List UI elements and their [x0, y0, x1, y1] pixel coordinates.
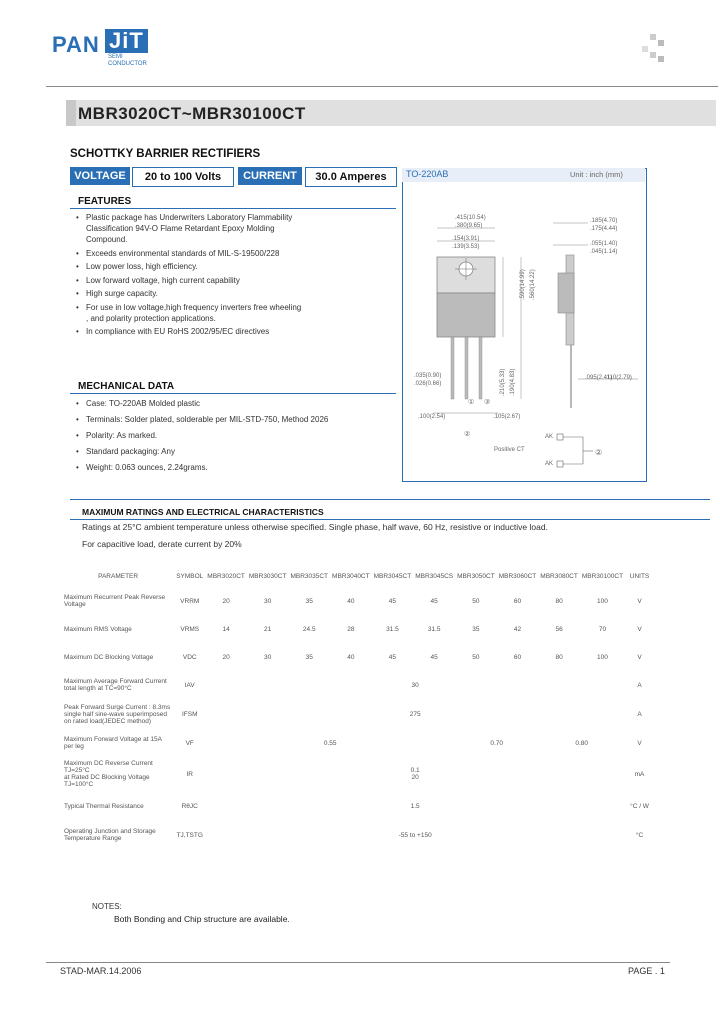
- table-cell: 30: [411, 681, 419, 689]
- table-header-cell: MBR3045CT: [373, 572, 412, 580]
- table-cell: 70: [598, 625, 607, 633]
- table-header-cell: MBR3035CT: [290, 572, 329, 580]
- table-cell: 21: [264, 625, 272, 633]
- table-row: [62, 757, 654, 791]
- table-cell: IAV: [184, 681, 195, 689]
- ratings-rule-top: [70, 499, 710, 500]
- table-cell: mA: [634, 770, 645, 778]
- dim-label: .026(0.66): [414, 381, 442, 387]
- corner-dots-icon: [636, 34, 666, 64]
- table-cell: 40: [347, 597, 355, 605]
- table-cell: 20: [222, 597, 230, 605]
- dim-label: .154(3.91): [452, 236, 480, 242]
- pin-2-label: ②: [464, 431, 471, 438]
- table-cell: IR: [186, 770, 193, 778]
- table-cell: VF: [185, 739, 194, 747]
- table-cell: 80: [555, 597, 563, 605]
- table-cell: 45: [430, 653, 438, 661]
- table-row: [62, 791, 654, 821]
- table-cell: 0.80: [575, 739, 588, 747]
- ir-value-1: 0.1: [410, 767, 420, 774]
- features-rule: [70, 208, 396, 209]
- logo-pan: PAN: [52, 32, 100, 57]
- footer-rule: [46, 962, 670, 963]
- logo-jit: JiT: [105, 29, 148, 53]
- table-cell: Maximum DC Blocking Voltage: [64, 653, 154, 661]
- list-item: • Terminals: Solder plated, solderable per MIL-STD-750, Method 2026: [76, 414, 376, 425]
- table-cell: V: [637, 653, 642, 661]
- list-item: • Low power loss, high efficiency.: [76, 261, 304, 272]
- table-cell: 0.70: [490, 739, 504, 747]
- voltage-label: VOLTAGE: [70, 167, 130, 185]
- list-item: • Polarity: As marked.: [76, 430, 376, 441]
- table-header-cell: MBR3060CT: [498, 572, 537, 580]
- dim-label: .045(1.14): [590, 249, 618, 255]
- table-cell: 100: [597, 597, 608, 605]
- pin-ak2-label: AK: [545, 461, 554, 467]
- ratings-note-1: Ratings at 25°C ambient temperature unless otherwise specified. Single phase, half wave, 60 Hz, resistive or inductive load.: [82, 522, 548, 532]
- footer-page: PAGE . 1: [628, 966, 665, 976]
- table-cell: Maximum Recurrent Peak Reverse Voltage: [64, 594, 166, 608]
- table-cell: 0.55: [323, 739, 337, 747]
- table-cell: 45: [388, 653, 397, 661]
- table-cell: 31.5: [427, 625, 441, 633]
- table-header-cell: MBR3050CT: [457, 572, 495, 580]
- side-view-body: [558, 273, 574, 313]
- mechanical-list: [76, 398, 376, 478]
- dim-label: .590(14.99): [520, 269, 526, 300]
- table-cell: °C: [635, 831, 644, 839]
- list-item: • In compliance with EU RoHS 2002/95/EC directives: [76, 326, 304, 337]
- dim-label: .175(4.44): [590, 226, 618, 232]
- dim-label: .560(14.22): [530, 269, 536, 300]
- ratings-title: MAXIMUM RATINGS AND ELECTRICAL CHARACTERISTICS: [82, 507, 324, 517]
- table-cell: VRRM: [180, 597, 200, 605]
- ratings-rule-bottom: [70, 519, 710, 520]
- table-cell: IFSM: [181, 710, 198, 718]
- table-cell: V: [637, 597, 642, 605]
- page-title: MBR3020CT~MBR30100CT: [78, 104, 306, 123]
- table-cell: Typical Thermal Resistance: [64, 802, 144, 810]
- table-cell: Maximum Forward Voltage at 15A per leg: [64, 736, 162, 750]
- table-cell: TJ,TSTG: [176, 831, 203, 839]
- table-cell: A: [637, 710, 642, 718]
- voltage-value: 20 to 100 Volts: [132, 167, 234, 187]
- dim-label: .100(2.54): [418, 414, 446, 420]
- header-rule: [46, 86, 718, 87]
- ir-param-line-2: at Rated DC Blocking Voltage TJ=100°C: [64, 774, 150, 788]
- table-cell: Maximum Average Forward Current total length at TC=90°C: [64, 678, 167, 692]
- table-cell: 24.5: [302, 625, 316, 633]
- dim-label: .035(0.90): [414, 373, 442, 379]
- table-cell: 50: [472, 597, 480, 605]
- dim-label: .105(2.67): [493, 414, 521, 420]
- package-body: [437, 293, 495, 337]
- table-header-cell: MBR30100CT: [581, 572, 624, 580]
- table-header-row: [62, 565, 654, 587]
- positive-ct-label: Positive CT: [494, 447, 525, 453]
- list-item: • Low forward voltage, high current capability: [76, 275, 304, 286]
- table-cell: 100: [597, 653, 608, 661]
- table-cell: 31.5: [386, 625, 399, 633]
- table-cell: 50: [472, 653, 480, 661]
- mechanical-heading: MECHANICAL DATA: [78, 381, 175, 392]
- title-accent: [66, 100, 76, 126]
- features-heading: FEATURES: [78, 196, 132, 207]
- table-row: [62, 821, 654, 849]
- table-cell: V: [637, 739, 642, 747]
- table-cell: [205, 757, 625, 791]
- table-header-cell: UNITS: [629, 572, 650, 580]
- table-cell: Operating Junction and Storage Temperature Range: [64, 828, 156, 842]
- table-row: [62, 587, 654, 615]
- table-cell: 30: [264, 653, 272, 661]
- table-cell: VRMS: [180, 625, 200, 633]
- dim-label: .190(4.83): [510, 368, 516, 396]
- dim-label: .380(9.65): [455, 223, 483, 229]
- ir-value-2: 20: [411, 774, 419, 781]
- table-header-cell: MBR3020CT: [207, 572, 245, 580]
- package-name: TO-220AB: [406, 169, 449, 179]
- table-header-cell: MBR3045CS: [415, 572, 454, 580]
- dim-label: .055(1.40): [590, 241, 618, 247]
- table-cell: A: [637, 681, 642, 689]
- ratings-note-2: For capacitive load, derate current by 20%: [82, 539, 242, 549]
- table-cell: 35: [472, 625, 480, 633]
- ratings-table: [62, 565, 654, 849]
- pin-ak1-label: AK: [545, 434, 554, 440]
- features-list: [76, 212, 304, 340]
- list-item: • Case: TO-220AB Molded plastic: [76, 398, 376, 409]
- table-cell: °C / W: [630, 802, 649, 810]
- table-row: [62, 643, 654, 671]
- table-cell: 45: [388, 597, 397, 605]
- table-cell: VDC: [182, 653, 197, 661]
- ir-param-line-1: Maximum DC Reverse Current TJ=25°C: [64, 760, 153, 774]
- table-header-cell: PARAMETER: [98, 572, 139, 580]
- footer-date: STAD-MAR.14.2006: [60, 966, 142, 976]
- table-cell: 275: [409, 710, 421, 718]
- table-cell: 1.5: [410, 802, 420, 810]
- table-header-cell: SYMBOL: [176, 572, 204, 580]
- table-cell: 35: [305, 653, 313, 661]
- logo-sub-semi: SEMI: [108, 54, 123, 60]
- table-header-cell: MBR3040CT: [332, 572, 370, 580]
- dim-label: .110(2.79): [605, 375, 632, 381]
- list-item: • High surge capacity.: [76, 288, 304, 299]
- table-cell: V: [637, 625, 642, 633]
- package-unit: Unit : inch (mm): [570, 170, 623, 179]
- logo-sub-conductor: CONDUCTOR: [108, 61, 147, 67]
- product-subtitle: SCHOTTKY BARRIER RECTIFIERS: [70, 148, 261, 160]
- table-row: [62, 729, 654, 757]
- table-header-cell: MBR3080CT: [540, 572, 578, 580]
- pin-3-label: ③: [484, 399, 491, 406]
- current-label: CURRENT: [238, 167, 302, 185]
- table-cell: 35: [305, 597, 313, 605]
- table-row: [62, 699, 654, 729]
- logo-subtitle: [108, 54, 147, 68]
- list-item: • Exceeds environmental standards of MIL-S-19500/228: [76, 248, 304, 259]
- notes-text: Both Bonding and Chip structure are available.: [114, 914, 290, 924]
- dim-label: .415(10.54): [455, 215, 486, 221]
- table-cell: -55 to +150: [398, 831, 432, 839]
- notes-label: NOTES:: [92, 902, 122, 911]
- dim-label: .095(2.41): [585, 375, 613, 381]
- table-row: [62, 671, 654, 699]
- table-cell: [62, 757, 174, 791]
- table-cell: 20: [222, 653, 230, 661]
- table-cell: 45: [430, 597, 438, 605]
- list-item: • Standard packaging: Any: [76, 446, 376, 457]
- table-cell: 80: [555, 653, 563, 661]
- dim-label: .185(4.70): [590, 218, 618, 224]
- pin-2-circuit-label: ②: [595, 448, 603, 457]
- table-cell: Peak Forward Surge Current : 8.3ms single half sine-wave superimposed on rated load(JEDEC method): [64, 703, 171, 725]
- table-cell: 56: [555, 625, 563, 633]
- table-cell: 40: [347, 653, 355, 661]
- table-cell: RθJC: [181, 802, 198, 810]
- table-cell: 60: [513, 597, 522, 605]
- dim-label: .139(3.53): [452, 244, 480, 250]
- table-cell: 30: [264, 597, 272, 605]
- pin-1-label: ①: [468, 399, 475, 406]
- table-cell: 60: [513, 653, 522, 661]
- table-cell: Maximum RMS Voltage: [64, 625, 132, 633]
- table-cell: 14: [222, 625, 230, 633]
- list-item: • For use in low voltage,high frequency inverters free wheeling , and polarity protection applications.: [76, 302, 304, 324]
- dim-label: .210(5.33): [500, 368, 506, 396]
- table-row: [62, 615, 654, 643]
- table-header-cell: MBR3030CT: [248, 572, 287, 580]
- mechanical-rule: [70, 393, 396, 394]
- table-cell: 42: [513, 625, 522, 633]
- current-value: 30.0 Amperes: [305, 167, 397, 187]
- list-item: • Plastic package has Underwriters Laboratory Flammability Classification 94V-O Flame Retardant Epoxy Molding Compound.: [76, 212, 304, 245]
- list-item: • Weight: 0.063 ounces, 2.24grams.: [76, 462, 376, 473]
- table-cell: 28: [347, 625, 355, 633]
